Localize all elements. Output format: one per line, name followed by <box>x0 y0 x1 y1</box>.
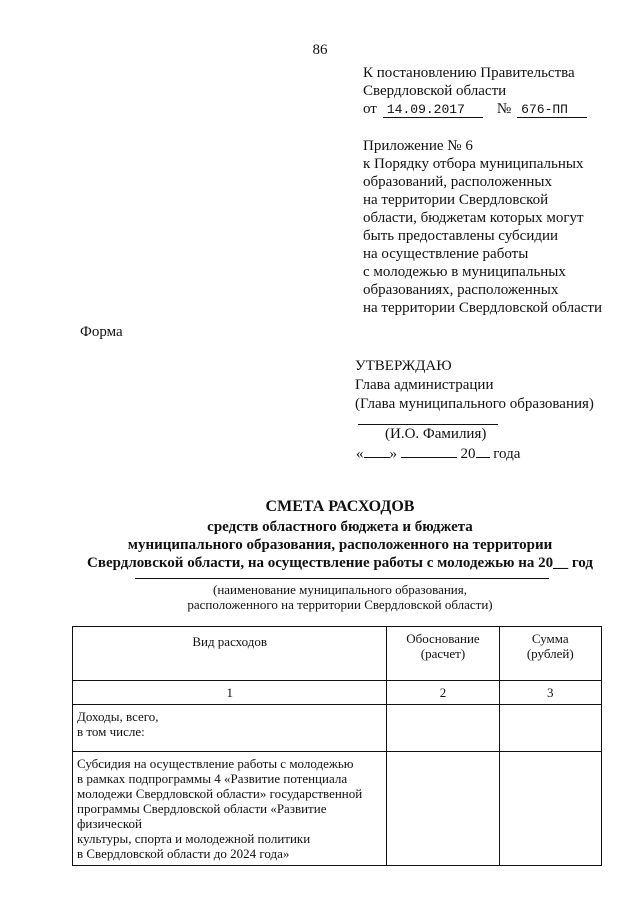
annex-line: на территории Свердловской области <box>363 300 603 316</box>
year-blank <box>476 445 490 458</box>
signature-line <box>358 424 498 425</box>
title-line: Свердловской области, на осуществление работы с молодежью на 20__ год <box>87 555 593 571</box>
annex-reference <box>363 137 633 317</box>
from-label: от <box>363 101 377 117</box>
document-title <box>40 498 640 572</box>
column-number: 3 <box>499 681 601 705</box>
header-justification: Обоснование (расчет) <box>387 627 499 681</box>
resolution-number: 676-ПП <box>517 102 587 118</box>
table-column-numbers-row <box>73 681 602 705</box>
page-number: 86 <box>312 42 328 58</box>
resolution-region: Свердловской области <box>363 83 507 99</box>
table-cell <box>499 705 601 752</box>
table-row <box>73 752 602 866</box>
approval-position-alt: (Глава муниципального образования) <box>355 396 594 412</box>
annex-line: области, бюджетам которых могут <box>363 210 584 226</box>
expense-table <box>72 626 602 866</box>
resolution-reference <box>363 64 633 118</box>
approval-title: УТВЕРЖДАЮ <box>355 358 452 374</box>
annex-line: образований, расположенных <box>363 174 552 190</box>
annex-line: на территории Свердловской <box>363 192 549 208</box>
day-blank <box>364 445 390 458</box>
month-blank <box>401 445 457 458</box>
resolution-date-line <box>363 100 633 118</box>
column-number: 1 <box>73 681 387 705</box>
municipality-caption <box>100 582 580 612</box>
quote-open: « <box>356 446 364 462</box>
caption-line: расположенного на территории Свердловской области) <box>187 597 493 612</box>
annex-line: Приложение № 6 <box>363 138 473 154</box>
annex-line: с молодежью в муниципальных <box>363 264 566 280</box>
table-header-row <box>73 627 602 681</box>
table-cell <box>499 752 601 866</box>
title-line: муниципального образования, расположенного на территории <box>127 537 553 553</box>
title-line: средств областного бюджета и бюджета <box>207 519 473 535</box>
form-label: Форма <box>80 324 123 340</box>
table-cell: Субсидия на осуществление работы с молодежью в рамках подпрограммы 4 «Развитие потенциала молодежи Свердловской области» государственной программы Свердловской области «Развитие физической культуры, спорта и молодежной политики в Свердловской области до 2024 года» <box>73 752 387 866</box>
year-suffix: года <box>493 446 521 462</box>
approval-position: Глава администрации <box>355 377 494 393</box>
title-main: СМЕТА РАСХОДОВ <box>265 498 415 515</box>
table-cell <box>387 705 499 752</box>
number-label: № <box>496 101 512 117</box>
header-amount: Сумма (рублей) <box>499 627 601 681</box>
quote-close: » <box>389 446 397 462</box>
approval-block <box>355 357 625 414</box>
resolution-date: 14.09.2017 <box>383 102 483 118</box>
header-expense-type: Вид расходов <box>73 627 387 681</box>
approval-date-line <box>356 445 520 463</box>
annex-line: к Порядку отбора муниципальных <box>363 156 584 172</box>
column-number: 2 <box>387 681 499 705</box>
annex-line: на осуществление работы <box>363 246 529 262</box>
resolution-title: К постановлению Правительства <box>363 65 575 81</box>
signer-name: (И.О. Фамилия) <box>385 426 487 442</box>
table-row <box>73 705 602 752</box>
year-prefix: 20 <box>460 446 476 462</box>
table-cell <box>387 752 499 866</box>
table-cell: Доходы, всего, в том числе: <box>73 705 387 752</box>
municipality-name-line <box>135 578 549 579</box>
caption-line: (наименование муниципального образования, <box>213 582 467 597</box>
annex-line: быть предоставлены субсидии <box>363 228 559 244</box>
annex-line: образованиях, расположенных <box>363 282 559 298</box>
